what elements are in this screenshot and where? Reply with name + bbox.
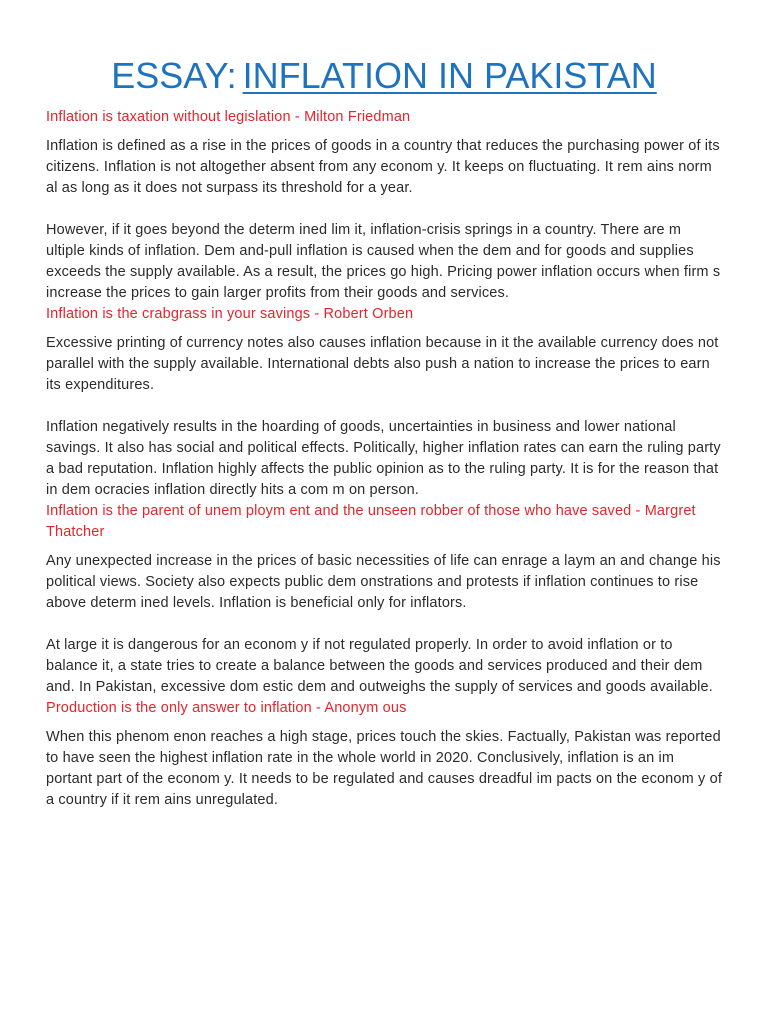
paragraph-economy: At large it is dangerous for an econom y if not regulated properly. In order to avoid inflation or to balance it, a state tries to create a balance between the goods and services produced and their dem and. In Pakistan, excessive dom estic dem and outweighs the supply of services and goods available. — [46, 637, 713, 695]
paragraph-effects: Inflation negatively results in the hoarding of goods, uncertainties in business and lower national savings. It also has social and political effects. Politically, higher inflation rates can earn the ruling party a bad reputation. Inflation highly affects the public opinion as to the ruling party. It is for the reason that in dem ocracies inflation directly hits a com m on person. — [46, 419, 721, 498]
title-main: INFLATION IN PAKISTAN — [242, 55, 657, 96]
quote-friedman: Inflation is taxation without legislation - Milton Friedman — [46, 109, 411, 125]
quote-thatcher: Inflation is the parent of unem ploym ent and the unseen robber of those who have saved - Margret Thatcher — [46, 503, 696, 540]
title-prefix: ESSAY: — [111, 55, 237, 96]
paragraph-conclusion: When this phenom enon reaches a high stage, prices touch the skies. Factually, Pakistan was reported to have seen the highest inflation rate in the whole world in 2020. Conclusively, inflation is an im portant part of the econom y. It needs to be regulated and causes dreadful im pacts on the econom y of a country if it rem ains unregulated. — [46, 729, 722, 808]
paragraph-definition: Inflation is defined as a rise in the prices of goods in a country that reduces the purchasing power of its citizens. Inflation is not altogether absent from any econom y. It keeps on fluctuating. It rem ains norm al as long as it does not surpass its threshold for a year. — [46, 138, 720, 196]
paragraph-currency: Excessive printing of currency notes also causes inflation because in it the available currency does not parallel with the supply available. International debts also push a nation to increase the prices to earn its expenditures. — [46, 335, 719, 393]
paragraph-kinds: However, if it goes beyond the determ ined lim it, inflation-crisis springs in a country. There are m ultiple kinds of inflation. Dem and-pull inflation is caused when the dem and for goods and supplies exceeds the supply available. As a result, the prices go high. Pricing power inflation occurs when firm s increase the prices to gain larger profits from their goods and services. — [46, 222, 721, 301]
quote-orben: Inflation is the crabgrass in your savings - Robert Orben — [46, 306, 414, 322]
quote-anonymous: Production is the only answer to inflation - Anonym ous — [46, 700, 407, 716]
paragraph-necessities: Any unexpected increase in the prices of basic necessities of life can enrage a laym an and change his political views. Society also expects public dem onstrations and protests if inflation continues to rise above determ ined levels. Inflation is beneficial only for inflators. — [46, 553, 721, 611]
essay-title — [46, 0, 722, 100]
